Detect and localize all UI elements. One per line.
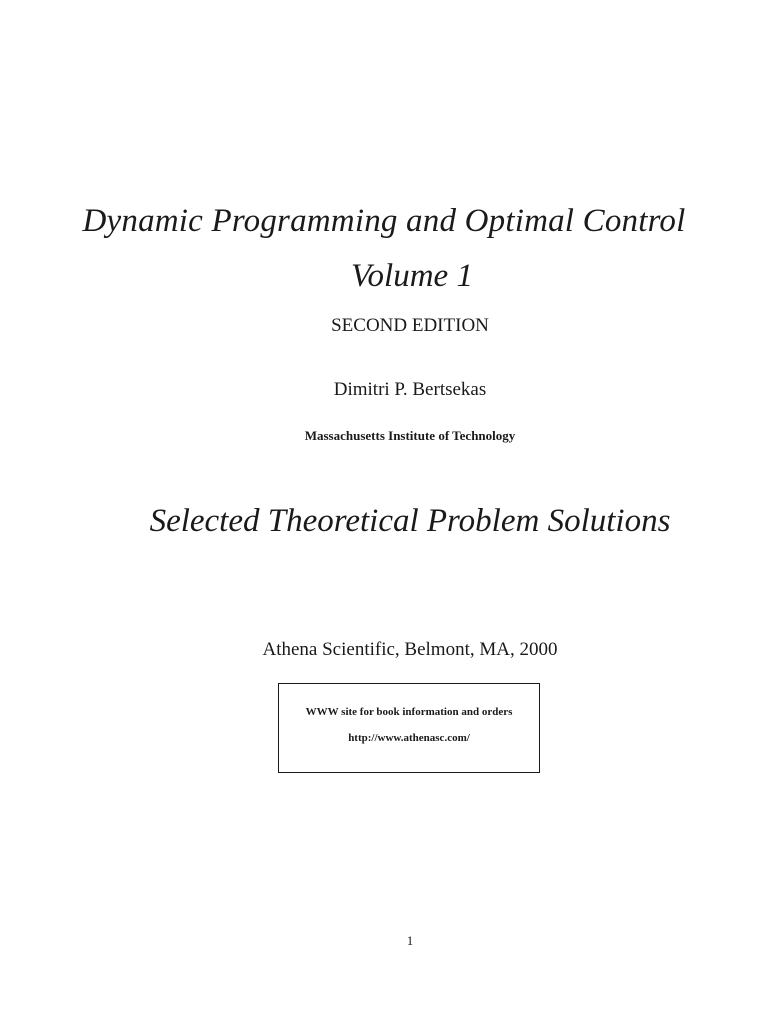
website-info-text: WWW site for book information and orders [305, 706, 513, 718]
book-title: Dynamic Programming and Optimal Control [82, 203, 686, 239]
author-name: Dimitri P. Bertsekas [333, 379, 487, 400]
website-info-box [278, 683, 540, 773]
document-subtitle: Selected Theoretical Problem Solutions [149, 503, 671, 539]
publisher-line: Athena Scientific, Belmont, MA, 2000 [262, 639, 558, 660]
volume-label: Volume 1 [351, 258, 473, 294]
author-affiliation: Massachusetts Institute of Technology [304, 428, 516, 443]
edition-label: SECOND EDITION [331, 315, 489, 336]
page-number: 1 [406, 933, 414, 948]
website-url: http://www.athenasc.com/ [348, 732, 470, 744]
